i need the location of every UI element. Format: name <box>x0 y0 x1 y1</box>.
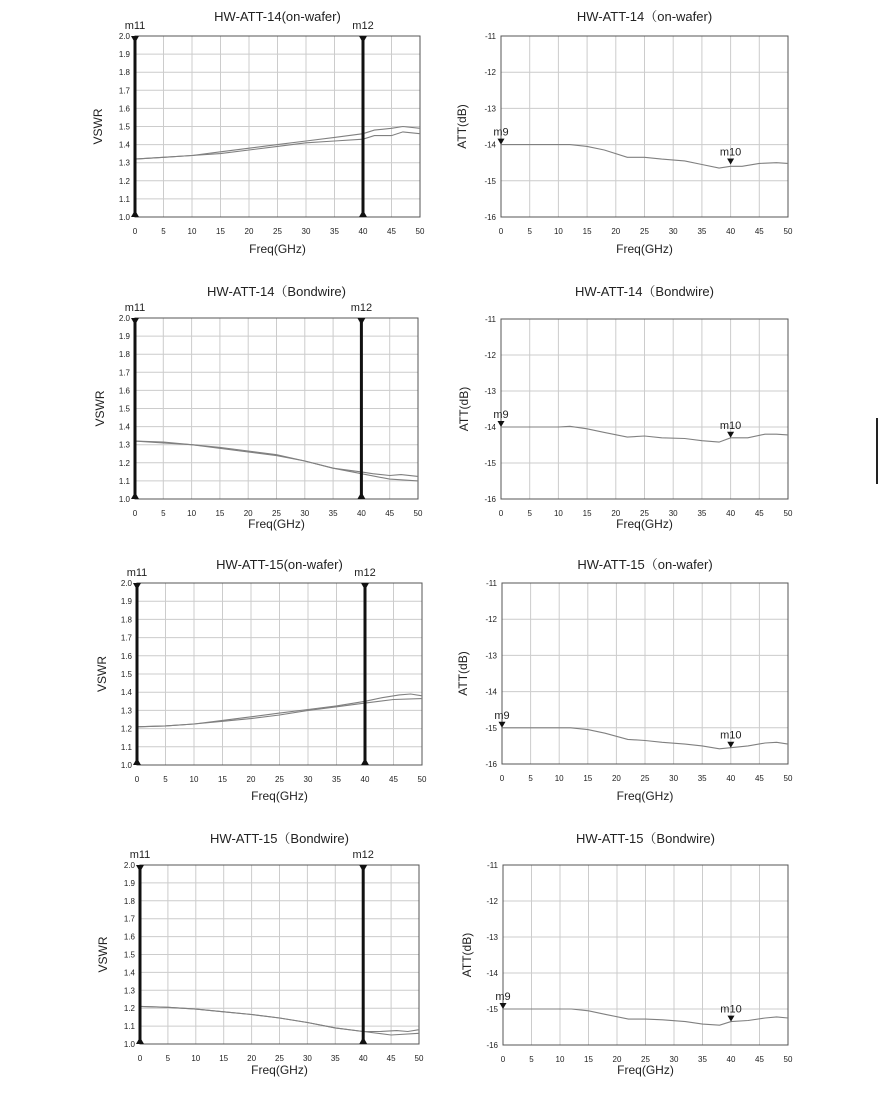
chart-title: HW-ATT-15(on-wafer) <box>216 557 343 572</box>
y-tick-label: -15 <box>486 1005 498 1014</box>
chart-panel-1 <box>91 9 425 256</box>
x-tick-label: 20 <box>246 775 256 784</box>
marker-label: m10 <box>720 1003 742 1016</box>
marker-triangle-m10 <box>727 159 734 165</box>
y-tick-label: -16 <box>484 495 496 504</box>
y-axis-label: ATT(dB) <box>457 386 471 432</box>
chart-title: HW-ATT-15（on-wafer) <box>577 557 713 572</box>
y-tick-label: 2.0 <box>118 314 130 323</box>
x-tick-label: 40 <box>726 1055 736 1064</box>
y-tick-label: 1.0 <box>118 495 130 504</box>
marker-label: m10 <box>719 419 742 432</box>
x-tick-label: 40 <box>356 509 366 518</box>
y-tick-label: -12 <box>484 68 496 78</box>
x-tick-label: 40 <box>358 227 368 236</box>
x-tick-label: 35 <box>698 1055 707 1064</box>
x-tick-label: 45 <box>754 227 764 236</box>
marker-label: m11 <box>126 567 148 579</box>
x-tick-label: 20 <box>247 1054 257 1063</box>
y-tick-label: 1.9 <box>120 597 132 607</box>
x-tick-label: 10 <box>189 775 199 784</box>
chart-panel-2 <box>455 9 793 256</box>
y-axis-label: VSWR <box>93 390 107 427</box>
marker-bottom-triangle <box>357 492 365 499</box>
marker-label: m10 <box>719 146 742 159</box>
x-tick-label: 35 <box>330 1054 340 1063</box>
y-tick-label: 1.5 <box>123 950 135 960</box>
x-tick-label: 50 <box>414 1054 424 1063</box>
x-tick-label: 50 <box>783 509 793 518</box>
x-tick-label: 10 <box>555 1055 565 1064</box>
y-tick-label: 1.1 <box>120 742 132 752</box>
x-tick-label: 25 <box>641 1055 650 1064</box>
marker-bottom-triangle <box>136 1037 144 1044</box>
marker-bottom-triangle <box>359 1037 367 1044</box>
x-tick-label: 20 <box>611 509 621 518</box>
y-tick-label: 1.8 <box>118 350 130 360</box>
y-tick-label: -15 <box>485 723 497 733</box>
marker-triangle-m10 <box>728 1016 735 1022</box>
x-tick-label: 10 <box>187 509 197 518</box>
y-tick-label: 1.7 <box>123 914 135 924</box>
y-tick-label: -11 <box>485 315 496 324</box>
y-axis-label: ATT(dB) <box>460 932 474 978</box>
marker-bottom-triangle <box>359 210 367 217</box>
x-tick-label: 10 <box>187 227 197 236</box>
x-axis-label: Freq(GHz) <box>616 517 673 531</box>
x-tick-label: 15 <box>215 509 225 518</box>
x-tick-label: 30 <box>303 775 313 784</box>
x-tick-label: 5 <box>161 509 166 518</box>
y-tick-label: 2.0 <box>118 32 130 41</box>
x-tick-label: 20 <box>243 509 253 518</box>
x-tick-label: 5 <box>163 775 168 784</box>
chart-title: HW-ATT-14（Bondwire) <box>575 284 714 299</box>
x-tick-label: 5 <box>161 227 166 236</box>
x-axis-label: Freq(GHz) <box>617 1063 674 1077</box>
y-tick-label: -14 <box>485 687 497 697</box>
x-tick-label: 20 <box>244 227 254 236</box>
x-tick-label: 45 <box>386 1054 396 1063</box>
marker-bottom-triangle <box>131 492 139 499</box>
y-tick-label: 1.6 <box>123 932 135 942</box>
marker-triangle-m9 <box>499 722 506 728</box>
x-tick-label: 15 <box>584 1055 593 1064</box>
x-tick-label: 15 <box>219 1054 229 1063</box>
x-tick-label: 0 <box>498 227 504 236</box>
x-tick-label: 0 <box>134 775 140 784</box>
y-tick-label: 1.2 <box>123 1004 135 1014</box>
x-tick-label: 50 <box>417 775 427 784</box>
y-tick-label: -15 <box>484 176 496 186</box>
y-tick-label: 1.2 <box>118 176 130 186</box>
x-tick-label: 35 <box>328 509 338 518</box>
x-tick-label: 50 <box>413 509 423 518</box>
x-tick-label: 15 <box>582 227 592 236</box>
y-tick-label: -16 <box>484 213 496 222</box>
x-tick-label: 5 <box>527 227 532 236</box>
x-tick-label: 50 <box>415 227 425 236</box>
y-tick-label: 1.2 <box>120 724 132 734</box>
y-tick-label: 2.0 <box>123 861 135 870</box>
y-axis-label: VSWR <box>96 936 110 973</box>
y-axis-label: ATT(dB) <box>455 104 469 149</box>
x-tick-label: 45 <box>389 775 398 784</box>
x-tick-label: 30 <box>301 227 311 236</box>
y-tick-label: 1.9 <box>118 50 130 60</box>
y-tick-label: 1.7 <box>118 86 130 96</box>
x-tick-label: 0 <box>499 774 505 783</box>
y-axis-label: VSWR <box>95 656 109 692</box>
chart-title: HW-ATT-15（Bondwire) <box>576 831 715 846</box>
x-axis-label: Freq(GHz) <box>251 1063 308 1077</box>
x-tick-label: 30 <box>302 1054 312 1063</box>
y-axis-label: VSWR <box>91 108 105 145</box>
y-tick-label: 1.4 <box>123 968 135 978</box>
x-tick-label: 35 <box>697 509 707 518</box>
x-tick-label: 25 <box>640 227 649 236</box>
y-tick-label: -13 <box>485 651 497 661</box>
y-tick-label: 1.3 <box>118 440 130 450</box>
marker-top-triangle <box>359 36 367 43</box>
x-tick-label: 25 <box>272 509 281 518</box>
x-tick-label: 35 <box>697 774 707 783</box>
y-tick-label: 1.7 <box>118 368 130 378</box>
x-tick-label: 5 <box>529 1055 534 1064</box>
marker-label: m12 <box>352 20 374 32</box>
y-tick-label: -15 <box>484 459 496 468</box>
x-tick-label: 25 <box>275 775 284 784</box>
y-tick-label: -13 <box>484 104 496 114</box>
x-tick-label: 40 <box>726 227 736 236</box>
y-tick-label: -12 <box>485 615 497 625</box>
marker-label: m9 <box>493 126 509 139</box>
y-tick-label: 1.4 <box>118 140 130 150</box>
y-tick-label: -11 <box>487 861 498 870</box>
x-tick-label: 15 <box>583 774 593 783</box>
y-tick-label: 1.1 <box>118 194 130 204</box>
chart-panel-7 <box>96 831 424 1077</box>
y-tick-label: 1.1 <box>123 1022 135 1032</box>
marker-top-triangle <box>133 583 141 590</box>
x-tick-label: 20 <box>612 1055 622 1064</box>
y-tick-label: -13 <box>486 933 498 942</box>
x-tick-label: 30 <box>669 1055 679 1064</box>
y-tick-label: 1.2 <box>118 458 130 468</box>
x-axis-label: Freq(GHz) <box>616 242 673 256</box>
y-tick-label: 1.1 <box>118 476 130 486</box>
x-tick-label: 25 <box>640 774 650 783</box>
marker-top-triangle <box>357 318 365 325</box>
chart-panel-5 <box>95 557 427 803</box>
y-tick-label: -12 <box>486 897 498 906</box>
y-tick-label: -14 <box>484 423 496 432</box>
x-tick-label: 30 <box>668 227 678 236</box>
chart-title: HW-ATT-14（Bondwire) <box>207 284 346 299</box>
y-tick-label: -11 <box>486 579 497 588</box>
x-tick-label: 40 <box>726 774 736 783</box>
x-tick-label: 30 <box>669 774 679 783</box>
marker-triangle-m10 <box>727 432 734 438</box>
chart-title: HW-ATT-15（Bondwire) <box>210 831 349 846</box>
y-tick-label: 1.0 <box>118 213 130 222</box>
x-tick-label: 25 <box>640 509 649 518</box>
marker-top-triangle <box>359 865 367 872</box>
y-tick-label: 1.7 <box>120 633 132 643</box>
x-tick-label: 5 <box>165 1054 171 1063</box>
marker-top-triangle <box>361 583 369 590</box>
x-axis-label: Freq(GHz) <box>616 789 674 803</box>
y-tick-label: -16 <box>486 1041 498 1050</box>
marker-top-triangle <box>131 36 139 43</box>
x-tick-label: 5 <box>527 509 532 518</box>
marker-top-triangle <box>136 865 144 872</box>
x-tick-label: 0 <box>132 227 138 236</box>
x-tick-label: 30 <box>300 509 310 518</box>
x-tick-label: 45 <box>754 509 764 518</box>
y-tick-label: 1.0 <box>120 761 132 770</box>
x-tick-label: 45 <box>385 509 395 518</box>
marker-label: m11 <box>124 20 146 32</box>
chart-panel-6 <box>456 557 793 803</box>
x-tick-label: 0 <box>132 509 138 518</box>
x-tick-label: 40 <box>726 509 736 518</box>
marker-triangle-m9 <box>500 1003 507 1009</box>
x-axis-label: Freq(GHz) <box>248 517 305 531</box>
x-tick-label: 50 <box>783 227 793 236</box>
x-tick-label: 10 <box>553 509 563 518</box>
y-tick-label: -11 <box>485 32 496 41</box>
x-tick-label: 10 <box>191 1054 201 1063</box>
y-tick-label: 1.6 <box>118 386 130 396</box>
y-tick-label: 1.0 <box>123 1040 135 1049</box>
chart-panel-3 <box>93 284 423 531</box>
y-tick-label: 2.0 <box>120 579 132 588</box>
x-tick-label: 35 <box>330 227 339 236</box>
marker-label: m10 <box>720 729 742 742</box>
x-tick-label: 0 <box>500 1055 506 1064</box>
y-tick-label: 1.3 <box>118 158 130 168</box>
y-tick-label: 1.5 <box>118 122 130 132</box>
x-tick-label: 45 <box>755 1055 764 1064</box>
y-tick-label: 1.6 <box>118 104 130 114</box>
x-tick-label: 15 <box>582 509 592 518</box>
x-tick-label: 10 <box>553 227 563 236</box>
marker-label: m11 <box>129 849 151 861</box>
y-axis-label: ATT(dB) <box>456 651 470 696</box>
x-tick-label: 0 <box>137 1054 143 1063</box>
marker-top-triangle <box>131 318 139 325</box>
marker-bottom-triangle <box>133 758 141 765</box>
x-tick-label: 20 <box>611 774 621 783</box>
chart-title: HW-ATT-14（on-wafer) <box>576 9 713 24</box>
y-tick-label: 1.3 <box>120 706 132 716</box>
x-tick-label: 35 <box>697 227 707 236</box>
x-tick-label: 5 <box>528 774 533 783</box>
y-tick-label: 1.9 <box>123 878 135 888</box>
marker-label: m11 <box>124 302 146 314</box>
x-tick-label: 30 <box>668 509 678 518</box>
x-tick-label: 40 <box>360 775 370 784</box>
y-tick-label: 1.6 <box>120 651 132 661</box>
x-tick-label: 25 <box>273 227 282 236</box>
x-tick-label: 45 <box>754 774 764 783</box>
x-tick-label: 15 <box>218 775 227 784</box>
x-tick-label: 0 <box>498 509 504 518</box>
chart-title: HW-ATT-14(on-wafer) <box>214 9 341 24</box>
marker-triangle-m9 <box>498 421 505 427</box>
y-tick-label: -16 <box>485 760 497 769</box>
x-axis-label: Freq(GHz) <box>249 242 306 256</box>
x-tick-label: 45 <box>387 227 396 236</box>
x-tick-label: 40 <box>358 1054 368 1063</box>
y-tick-label: 1.4 <box>118 422 130 432</box>
y-tick-label: -14 <box>484 140 496 150</box>
chart-panel-4 <box>457 284 793 531</box>
y-tick-label: -14 <box>486 969 498 978</box>
marker-triangle-m9 <box>498 139 505 145</box>
y-tick-label: -13 <box>484 387 496 396</box>
x-tick-label: 15 <box>216 227 225 236</box>
y-tick-label: 1.3 <box>123 986 135 996</box>
x-tick-label: 35 <box>332 775 341 784</box>
chart-panel-8 <box>460 831 793 1077</box>
x-tick-label: 50 <box>783 1055 793 1064</box>
x-tick-label: 50 <box>783 774 793 783</box>
y-tick-label: 1.5 <box>120 670 132 679</box>
marker-bottom-triangle <box>131 210 139 217</box>
marker-label: m9 <box>494 709 510 722</box>
marker-label: m12 <box>350 302 373 314</box>
y-tick-label: 1.8 <box>118 68 130 78</box>
y-tick-label: 1.8 <box>123 896 135 906</box>
marker-label: m12 <box>354 567 376 579</box>
marker-bottom-triangle <box>361 758 369 765</box>
y-tick-label: 1.9 <box>118 332 130 342</box>
x-tick-label: 25 <box>275 1054 284 1063</box>
x-tick-label: 20 <box>611 227 621 236</box>
x-axis-label: Freq(GHz) <box>251 789 308 803</box>
y-tick-label: 1.4 <box>120 688 132 698</box>
y-tick-label: 1.8 <box>120 615 132 625</box>
y-tick-label: -12 <box>484 351 496 360</box>
marker-label: m9 <box>495 991 511 1003</box>
marker-triangle-m10 <box>727 742 734 748</box>
scrollbar-thumb[interactable] <box>876 418 878 484</box>
marker-label: m9 <box>493 409 509 421</box>
x-tick-label: 10 <box>554 774 564 783</box>
y-tick-label: 1.5 <box>118 404 130 414</box>
marker-label: m12 <box>352 849 374 861</box>
